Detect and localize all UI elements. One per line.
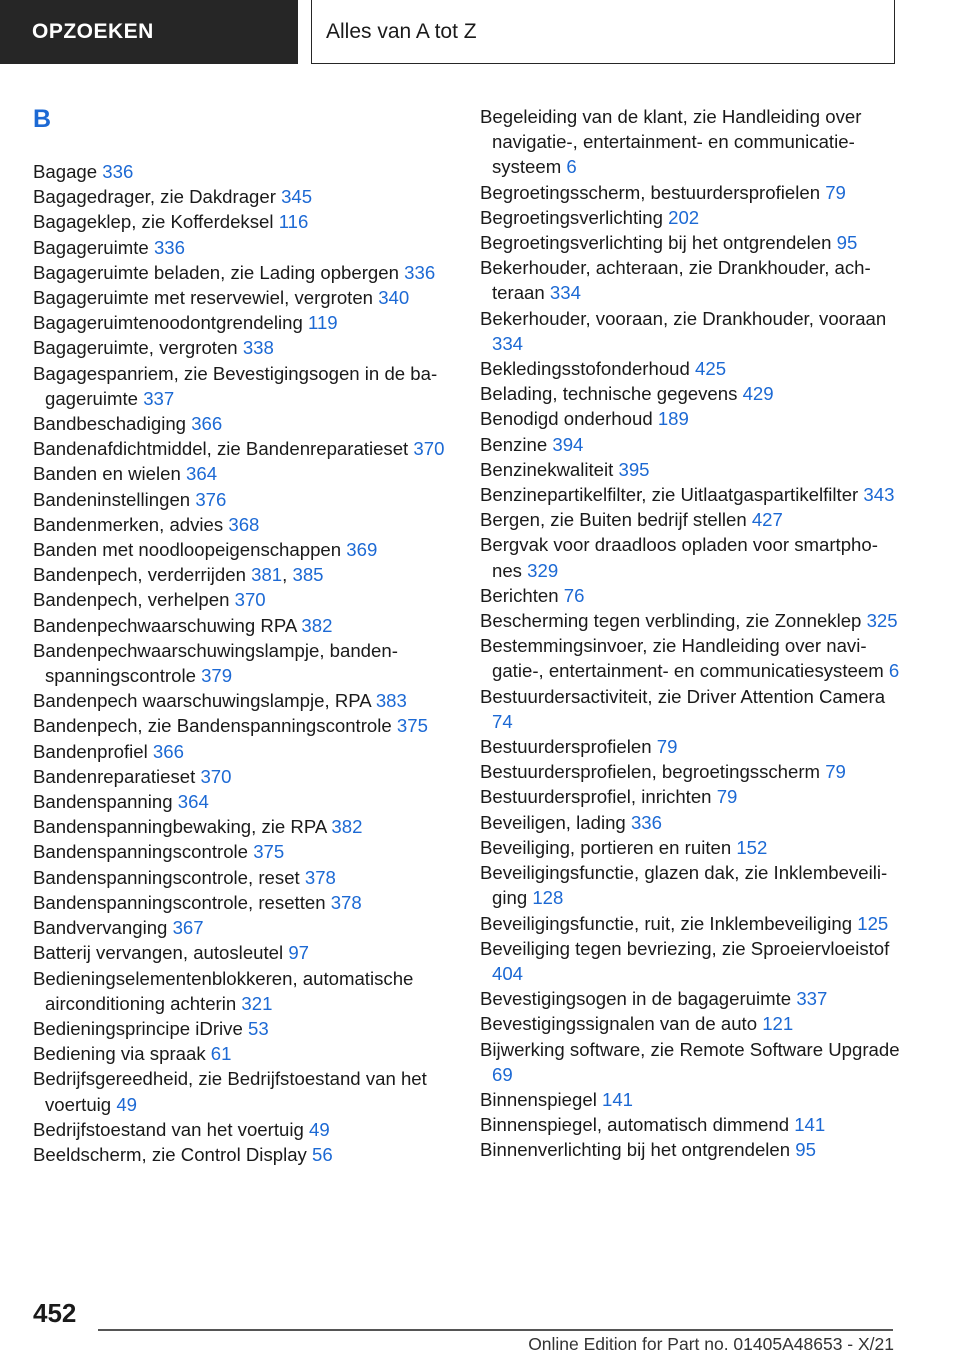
page-link[interactable]: 394 bbox=[552, 433, 584, 455]
page-link[interactable]: 429 bbox=[742, 383, 774, 405]
index-entry bbox=[33, 688, 453, 713]
page-link[interactable]: 404 bbox=[492, 962, 524, 984]
entry-term: Benodigd onderhoud bbox=[480, 408, 653, 430]
page-link[interactable]: 375 bbox=[253, 841, 285, 863]
entry-term: Bedrijfsgereedheid, zie Bedrijfstoestand van het voertuig bbox=[33, 1068, 427, 1115]
page-number: 452 bbox=[33, 1298, 77, 1328]
index-entry bbox=[480, 1137, 900, 1162]
page-link[interactable]: 152 bbox=[736, 836, 768, 858]
page-link[interactable]: 383 bbox=[375, 690, 407, 712]
page-link[interactable]: 119 bbox=[308, 312, 338, 334]
chapter-tab bbox=[311, 0, 895, 64]
page-link[interactable]: 76 bbox=[563, 584, 585, 606]
page-link[interactable]: 370 bbox=[234, 589, 266, 611]
page-link[interactable]: 69 bbox=[492, 1063, 513, 1085]
index-entry bbox=[480, 507, 900, 532]
entry-term: Binnenspiegel, automatisch dimmend bbox=[480, 1114, 790, 1136]
index-column-right bbox=[480, 104, 900, 1163]
index-entry bbox=[480, 104, 900, 180]
page-link[interactable]: 128 bbox=[532, 887, 564, 909]
entry-term: Bergen, zie Buiten bedrijf stellen bbox=[480, 509, 747, 531]
index-entry bbox=[33, 940, 453, 965]
page-link[interactable]: 379 bbox=[201, 665, 233, 687]
chapter-title: Alles van A tot Z bbox=[326, 19, 477, 43]
entry-term: Bandenpech, verderrijden bbox=[33, 564, 246, 586]
entry-term: Bijwerking software, zie Remote Software Upgrade bbox=[480, 1038, 900, 1060]
index-entry bbox=[33, 487, 453, 512]
page-link[interactable]: 340 bbox=[378, 287, 410, 309]
page-link[interactable]: 369 bbox=[346, 539, 378, 561]
index-entry bbox=[480, 583, 900, 608]
entry-term: Begeleiding van de klant, zie Handleiding over navigatie-, entertainment- en communicatiesysteem bbox=[480, 106, 862, 178]
page-link[interactable]: 378 bbox=[304, 866, 336, 888]
page-link[interactable]: 97 bbox=[288, 942, 309, 964]
index-entry bbox=[33, 587, 453, 612]
index-entry bbox=[480, 482, 900, 507]
index-entry bbox=[33, 1041, 453, 1066]
page-link[interactable]: 381 bbox=[251, 564, 283, 586]
section-tab bbox=[0, 0, 298, 64]
entry-term: Bagageruimte bbox=[33, 236, 149, 258]
page-link[interactable]: 395 bbox=[618, 458, 650, 480]
page-link[interactable]: 364 bbox=[177, 791, 209, 813]
entry-term: Beveiligingsfunctie, glazen dak, zie Inklembeveiliging bbox=[480, 862, 888, 909]
page-link[interactable]: 49 bbox=[116, 1093, 138, 1115]
entry-term: Begroetingsverlichting bbox=[480, 206, 663, 228]
entry-term: Beveiliging, portieren en ruiten bbox=[480, 836, 732, 858]
page-header bbox=[0, 0, 960, 64]
page-link[interactable]: 56 bbox=[312, 1143, 333, 1165]
page-link[interactable]: 376 bbox=[195, 488, 227, 510]
entry-term: Bandenspanningscontrole, resetten bbox=[33, 891, 326, 913]
index-entry bbox=[480, 759, 900, 784]
page-link[interactable]: 79 bbox=[716, 786, 738, 808]
index-entry bbox=[480, 1037, 900, 1087]
entry-term: Bediening via spraak bbox=[33, 1043, 206, 1065]
entry-term: Bandenpech, verhelpen bbox=[33, 589, 230, 611]
page-link[interactable]: 329 bbox=[527, 559, 559, 581]
entry-term: Bandeninstellingen bbox=[33, 488, 191, 510]
page-link[interactable]: 202 bbox=[668, 206, 700, 228]
page-link[interactable]: 375 bbox=[396, 715, 428, 737]
entry-term: Bestuurdersprofiel, inrichten bbox=[480, 786, 712, 808]
entry-term: Bekledingsstofonderhoud bbox=[480, 358, 690, 380]
entry-term: Bandbeschadiging bbox=[33, 413, 187, 435]
index-entry bbox=[33, 739, 453, 764]
index-entry bbox=[33, 285, 453, 310]
page-link[interactable]: 366 bbox=[152, 740, 184, 762]
page-link[interactable]: 427 bbox=[751, 509, 783, 531]
index-entry bbox=[480, 205, 900, 230]
index-entry bbox=[33, 361, 453, 411]
entry-term: Binnenverlichting bij het ontgrendelen bbox=[480, 1139, 791, 1161]
entry-term: Bestuurdersactiviteit, zie Driver Attention Camera bbox=[480, 685, 886, 707]
entry-term: Berichten bbox=[480, 584, 559, 606]
index-entry bbox=[33, 159, 453, 184]
index-entry bbox=[33, 1016, 453, 1041]
entry-term: Beveiligingsfunctie, ruit, zie Inklembeveiliging bbox=[480, 912, 853, 934]
page-link[interactable]: 79 bbox=[656, 736, 678, 758]
entry-term: Bandenspanning bbox=[33, 791, 173, 813]
entry-term: Bandenpech, zie Bandenspanningscontrole bbox=[33, 715, 392, 737]
entry-term: Bestemmingsinvoer, zie Handleiding over navigatie-, entertainment- en communicatiesysteem bbox=[480, 635, 884, 682]
index-entry bbox=[33, 260, 453, 285]
index-entry bbox=[33, 310, 453, 335]
index-entry bbox=[33, 865, 453, 890]
index-entry bbox=[480, 306, 900, 356]
entry-term: Bescherming tegen verblinding, zie Zonneklep bbox=[480, 610, 862, 632]
page-link[interactable]: 325 bbox=[866, 610, 898, 632]
index-entry bbox=[480, 986, 900, 1011]
page-link[interactable]: 370 bbox=[200, 765, 232, 787]
index-entry bbox=[480, 1112, 900, 1137]
page-link[interactable]: 385 bbox=[292, 564, 324, 586]
entry-term: Bedrijfstoestand van het voertuig bbox=[33, 1118, 304, 1140]
page-link[interactable]: 382 bbox=[301, 614, 333, 636]
index-entry: Bandenpech, verderrijden 381, 385 bbox=[33, 564, 324, 586]
page-link[interactable]: 382 bbox=[331, 816, 363, 838]
footer-divider bbox=[98, 1329, 893, 1331]
entry-term: Beeldscherm, zie Control Display bbox=[33, 1143, 307, 1165]
page-link[interactable]: 74 bbox=[492, 710, 513, 732]
page-link[interactable]: 321 bbox=[241, 992, 273, 1014]
entry-term: Bedieningselementenblokkeren, automatische airconditioning achterin bbox=[33, 967, 414, 1014]
entry-term: Bandenspanningbewaking, zie RPA bbox=[33, 816, 327, 838]
entry-term: Bevestigingssignalen van de auto bbox=[480, 1013, 758, 1035]
index-entry bbox=[480, 835, 900, 860]
page-link[interactable]: 370 bbox=[413, 438, 445, 460]
index-entry bbox=[33, 1066, 453, 1116]
page-link[interactable]: 121 bbox=[762, 1013, 794, 1035]
page-link[interactable]: 334 bbox=[549, 282, 581, 304]
entry-term: Bandenprofiel bbox=[33, 740, 148, 762]
page-link[interactable]: 79 bbox=[825, 761, 846, 783]
page-link[interactable]: 336 bbox=[404, 261, 436, 283]
index-entry bbox=[480, 734, 900, 759]
index-entry bbox=[480, 633, 900, 683]
entry-term: Banden met noodloopeigenschappen bbox=[33, 539, 342, 561]
index-entry bbox=[480, 784, 900, 809]
page-link[interactable]: 6 bbox=[566, 156, 577, 178]
index-entry bbox=[480, 684, 900, 734]
section-label: OPZOEKEN bbox=[32, 20, 154, 43]
index-entry bbox=[33, 1142, 453, 1167]
entry-term: Binnenspiegel bbox=[480, 1088, 597, 1110]
entry-term: Bevestigingsogen in de bagageruimte bbox=[480, 988, 792, 1010]
index-entry bbox=[480, 810, 900, 835]
page-link[interactable]: 79 bbox=[825, 181, 846, 203]
index-entry bbox=[33, 1117, 453, 1142]
entry-term: Bagageruimte, vergroten bbox=[33, 337, 238, 359]
page-link[interactable]: 337 bbox=[796, 988, 828, 1010]
entry-term: Begroetingsverlichting bij het ontgrendelen bbox=[480, 232, 832, 254]
entry-term: Benzine bbox=[480, 433, 548, 455]
index-entry bbox=[480, 230, 900, 255]
entry-term: Bergvak voor draadloos opladen voor smartphones bbox=[480, 534, 878, 581]
page-link[interactable]: 61 bbox=[210, 1043, 232, 1065]
index-entry bbox=[33, 512, 453, 537]
entry-term: Banden en wielen bbox=[33, 463, 181, 485]
index-entry bbox=[33, 461, 453, 486]
page-link[interactable]: 6 bbox=[888, 660, 900, 682]
entry-term: Bagagedrager, zie Dakdrager bbox=[33, 186, 276, 208]
entry-term: Bandenspanningscontrole bbox=[33, 841, 249, 863]
entry-term: Benzinepartikelfilter, zie Uitlaatgaspartikelfilter bbox=[480, 484, 859, 506]
index-entry bbox=[480, 860, 900, 910]
index-entry bbox=[33, 537, 453, 562]
page-link[interactable]: 367 bbox=[172, 917, 204, 939]
page-link[interactable]: 49 bbox=[308, 1118, 330, 1140]
entry-term: Bestuurdersprofielen, begroetingsscherm bbox=[480, 761, 821, 783]
page-link[interactable]: 337 bbox=[143, 387, 175, 409]
index-entry bbox=[33, 713, 453, 738]
entry-term: Bagageruimte met reservewiel, vergroten bbox=[33, 287, 374, 309]
section-letter: B bbox=[33, 105, 52, 133]
page-link[interactable]: 336 bbox=[102, 161, 134, 182]
page-link[interactable]: 378 bbox=[330, 891, 362, 913]
entry-term: Bandenmerken, advies bbox=[33, 513, 224, 535]
index-entry bbox=[33, 814, 453, 839]
index-entry bbox=[33, 436, 453, 461]
index-entry bbox=[480, 911, 900, 936]
index-entry bbox=[33, 235, 453, 260]
index-entry bbox=[33, 789, 453, 814]
entry-term: Bagage bbox=[33, 161, 98, 182]
entry-term: Bandenafdichtmiddel, zie Bandenreparatieset bbox=[33, 438, 409, 460]
index-entry bbox=[33, 335, 453, 360]
page-link[interactable]: 95 bbox=[795, 1139, 816, 1161]
entry-term: Batterij vervangen, autosleutel bbox=[33, 942, 284, 964]
page-link[interactable]: 125 bbox=[857, 912, 889, 934]
entry-term: Bandenspanningscontrole, reset bbox=[33, 866, 300, 888]
entry-term: Bagageruimtenoodontgrendeling bbox=[33, 312, 303, 334]
index-entry bbox=[33, 890, 453, 915]
footer-edition: Online Edition for Part no. 01405A48653 - X/21 bbox=[528, 1334, 894, 1354]
entry-term: Bandenpechwaarschuwingslampje, bandenspanningscontrole bbox=[33, 639, 398, 687]
entry-term: Bagageruimte beladen, zie Lading opbergen bbox=[33, 261, 399, 283]
page-link[interactable]: 116 bbox=[278, 211, 309, 233]
index-entry bbox=[33, 613, 453, 638]
page-link[interactable]: 366 bbox=[191, 413, 223, 435]
entry-term: Bandvervanging bbox=[33, 917, 168, 939]
index-entry bbox=[33, 915, 453, 940]
entry-term: Bandenpechwaarschuwing RPA bbox=[33, 614, 297, 636]
index-entry bbox=[480, 457, 900, 482]
page-link[interactable]: 338 bbox=[242, 337, 274, 359]
index-entry bbox=[480, 608, 900, 633]
page-link[interactable]: 343 bbox=[863, 484, 895, 506]
entry-term: Bandenpech waarschuwingslampje, RPA bbox=[33, 690, 371, 712]
entry-term: Begroetingsscherm, bestuurdersprofielen bbox=[480, 181, 821, 203]
index-entry bbox=[480, 936, 900, 986]
entry-term: Bekerhouder, vooraan, zie Drankhouder, vooraan bbox=[480, 307, 887, 329]
page-link[interactable]: 53 bbox=[247, 1017, 269, 1039]
index-column-left bbox=[33, 101, 453, 1167]
entry-term: Bekerhouder, achteraan, zie Drankhouder, achteraan bbox=[480, 257, 871, 304]
index-entry bbox=[33, 764, 453, 789]
page-link[interactable]: 336 bbox=[630, 811, 662, 833]
index-entry bbox=[33, 966, 453, 1016]
index-entry bbox=[33, 839, 453, 864]
index-entry bbox=[480, 1011, 900, 1036]
page-link[interactable]: 425 bbox=[695, 358, 727, 380]
index-entry bbox=[33, 638, 453, 688]
page-link[interactable]: 189 bbox=[657, 408, 689, 430]
page-link[interactable]: 141 bbox=[602, 1088, 634, 1110]
index-entry bbox=[480, 1087, 900, 1112]
page-link[interactable]: 364 bbox=[186, 463, 218, 485]
index-entry bbox=[480, 255, 900, 305]
index-entry bbox=[33, 184, 453, 209]
entry-term: Beveiligen, lading bbox=[480, 811, 626, 833]
entry-term: Bestuurdersprofielen bbox=[480, 736, 652, 758]
index-entry bbox=[33, 209, 453, 234]
entry-term: Bagagespanriem, zie Bevestigingsogen in de bagageruimte bbox=[33, 362, 438, 409]
index-entry bbox=[480, 406, 900, 431]
entry-term: Belading, technische gegevens bbox=[480, 383, 738, 405]
page-link[interactable]: 368 bbox=[228, 513, 260, 535]
index-entry bbox=[33, 411, 453, 436]
page-link[interactable]: 141 bbox=[794, 1114, 826, 1136]
index-entry bbox=[480, 432, 900, 457]
page-link[interactable]: 336 bbox=[153, 236, 185, 258]
page-link[interactable]: 334 bbox=[492, 332, 524, 354]
entry-term: Bedieningsprincipe iDrive bbox=[33, 1017, 243, 1039]
entry-term: Beveiliging tegen bevriezing, zie Sproeiervloeistof bbox=[480, 937, 890, 959]
index-entry bbox=[480, 381, 900, 406]
index-entry bbox=[480, 356, 900, 381]
page-link[interactable]: 345 bbox=[281, 186, 313, 208]
page-link[interactable]: 95 bbox=[836, 232, 858, 254]
entry-term: Bagageklep, zie Kofferdeksel bbox=[33, 211, 274, 233]
index-entry bbox=[480, 532, 900, 582]
entry-term: Bandenreparatieset bbox=[33, 765, 196, 787]
entry-term: Benzinekwaliteit bbox=[480, 458, 614, 480]
index-entry bbox=[480, 180, 900, 205]
